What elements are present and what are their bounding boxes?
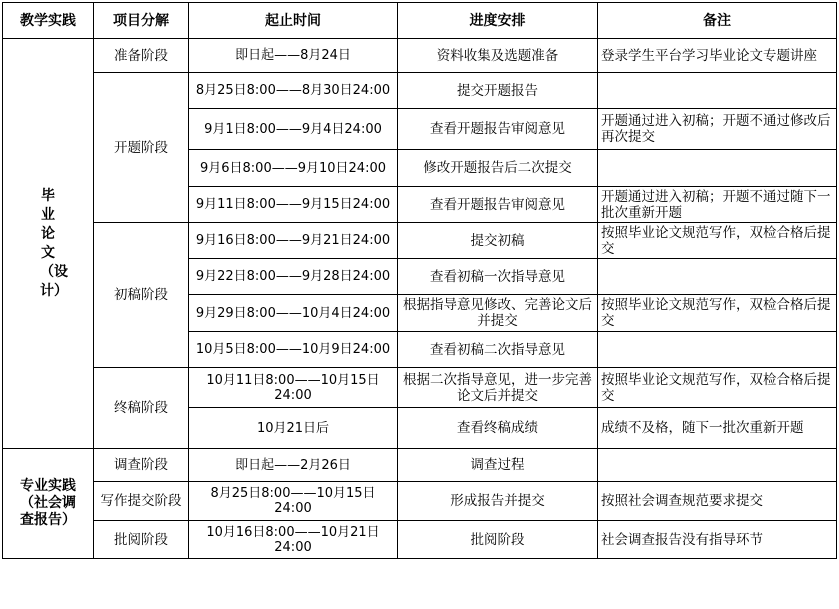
task-cell: 提交开题报告 (398, 73, 598, 109)
phase-review: 批阅阶段 (94, 521, 189, 559)
time-cell: 9月6日8:00——9月10日24:00 (189, 150, 398, 187)
table-row (3, 223, 837, 259)
table-row (3, 449, 837, 482)
note-cell: 开题通过进入初稿；开题不通过修改后再次提交 (598, 109, 837, 150)
phase-writing: 写作提交阶段 (94, 482, 189, 521)
task-cell: 查看开题报告审阅意见 (398, 187, 598, 223)
task-cell: 根据二次指导意见，进一步完善论文后并提交 (398, 368, 598, 408)
time-cell: 9月29日8:00——10月4日24:00 (189, 295, 398, 332)
note-cell (598, 332, 837, 368)
table-row (3, 73, 837, 109)
table-row (3, 368, 837, 408)
phase-proposal: 开题阶段 (94, 73, 189, 223)
phase-prep: 准备阶段 (94, 39, 189, 73)
note-cell: 按照毕业论文规范写作，双检合格后提交 (598, 295, 837, 332)
header-teaching-practice: 教学实践 (3, 3, 94, 39)
task-cell: 查看初稿二次指导意见 (398, 332, 598, 368)
phase-survey: 调查阶段 (94, 449, 189, 482)
note-cell (598, 449, 837, 482)
phase-final: 终稿阶段 (94, 368, 189, 449)
time-cell: 10月11日8:00——10月15日24:00 (189, 368, 398, 408)
time-cell: 10月16日8:00——10月21日24:00 (189, 521, 398, 559)
note-cell: 按照毕业论文规范写作，双检合格后提交 (598, 223, 837, 259)
header-project-breakdown: 项目分解 (94, 3, 189, 39)
category-practice: 专业实践（社会调查报告） (3, 449, 94, 559)
time-cell: 8月25日8:00——8月30日24:00 (189, 73, 398, 109)
phase-draft: 初稿阶段 (94, 223, 189, 368)
header-row (3, 3, 837, 39)
table-row (3, 39, 837, 73)
note-cell (598, 259, 837, 295)
time-cell: 9月22日8:00——9月28日24:00 (189, 259, 398, 295)
header-schedule: 进度安排 (398, 3, 598, 39)
header-notes: 备注 (598, 3, 837, 39)
header-start-end-time: 起止时间 (189, 3, 398, 39)
time-cell: 8月25日8:00——10月15日24:00 (189, 482, 398, 521)
time-cell: 10月5日8:00——10月9日24:00 (189, 332, 398, 368)
category-thesis: 毕业论文（设计） (3, 39, 94, 449)
time-cell: 即日起——2月26日 (189, 449, 398, 482)
note-cell: 按照毕业论文规范写作，双检合格后提交 (598, 368, 837, 408)
note-cell: 成绩不及格，随下一批次重新开题 (598, 408, 837, 449)
task-cell: 修改开题报告后二次提交 (398, 150, 598, 187)
time-cell: 9月16日8:00——9月21日24:00 (189, 223, 398, 259)
note-cell: 开题通过进入初稿；开题不通过随下一批次重新开题 (598, 187, 837, 223)
note-cell: 社会调查报告没有指导环节 (598, 521, 837, 559)
note-cell (598, 73, 837, 109)
task-cell: 提交初稿 (398, 223, 598, 259)
schedule-table (2, 2, 837, 559)
task-cell: 查看初稿一次指导意见 (398, 259, 598, 295)
task-cell: 查看终稿成绩 (398, 408, 598, 449)
table-row (3, 482, 837, 521)
time-cell: 9月11日8:00——9月15日24:00 (189, 187, 398, 223)
task-cell: 查看开题报告审阅意见 (398, 109, 598, 150)
note-cell: 登录学生平台学习毕业论文专题讲座 (598, 39, 837, 73)
table-row (3, 521, 837, 559)
task-cell: 根据指导意见修改、完善论文后并提交 (398, 295, 598, 332)
task-cell: 资料收集及选题准备 (398, 39, 598, 73)
task-cell: 调查过程 (398, 449, 598, 482)
note-cell: 按照社会调查规范要求提交 (598, 482, 837, 521)
time-cell: 即日起——8月24日 (189, 39, 398, 73)
time-cell: 9月1日8:00——9月4日24:00 (189, 109, 398, 150)
time-cell: 10月21日后 (189, 408, 398, 449)
note-cell (598, 150, 837, 187)
task-cell: 形成报告并提交 (398, 482, 598, 521)
task-cell: 批阅阶段 (398, 521, 598, 559)
